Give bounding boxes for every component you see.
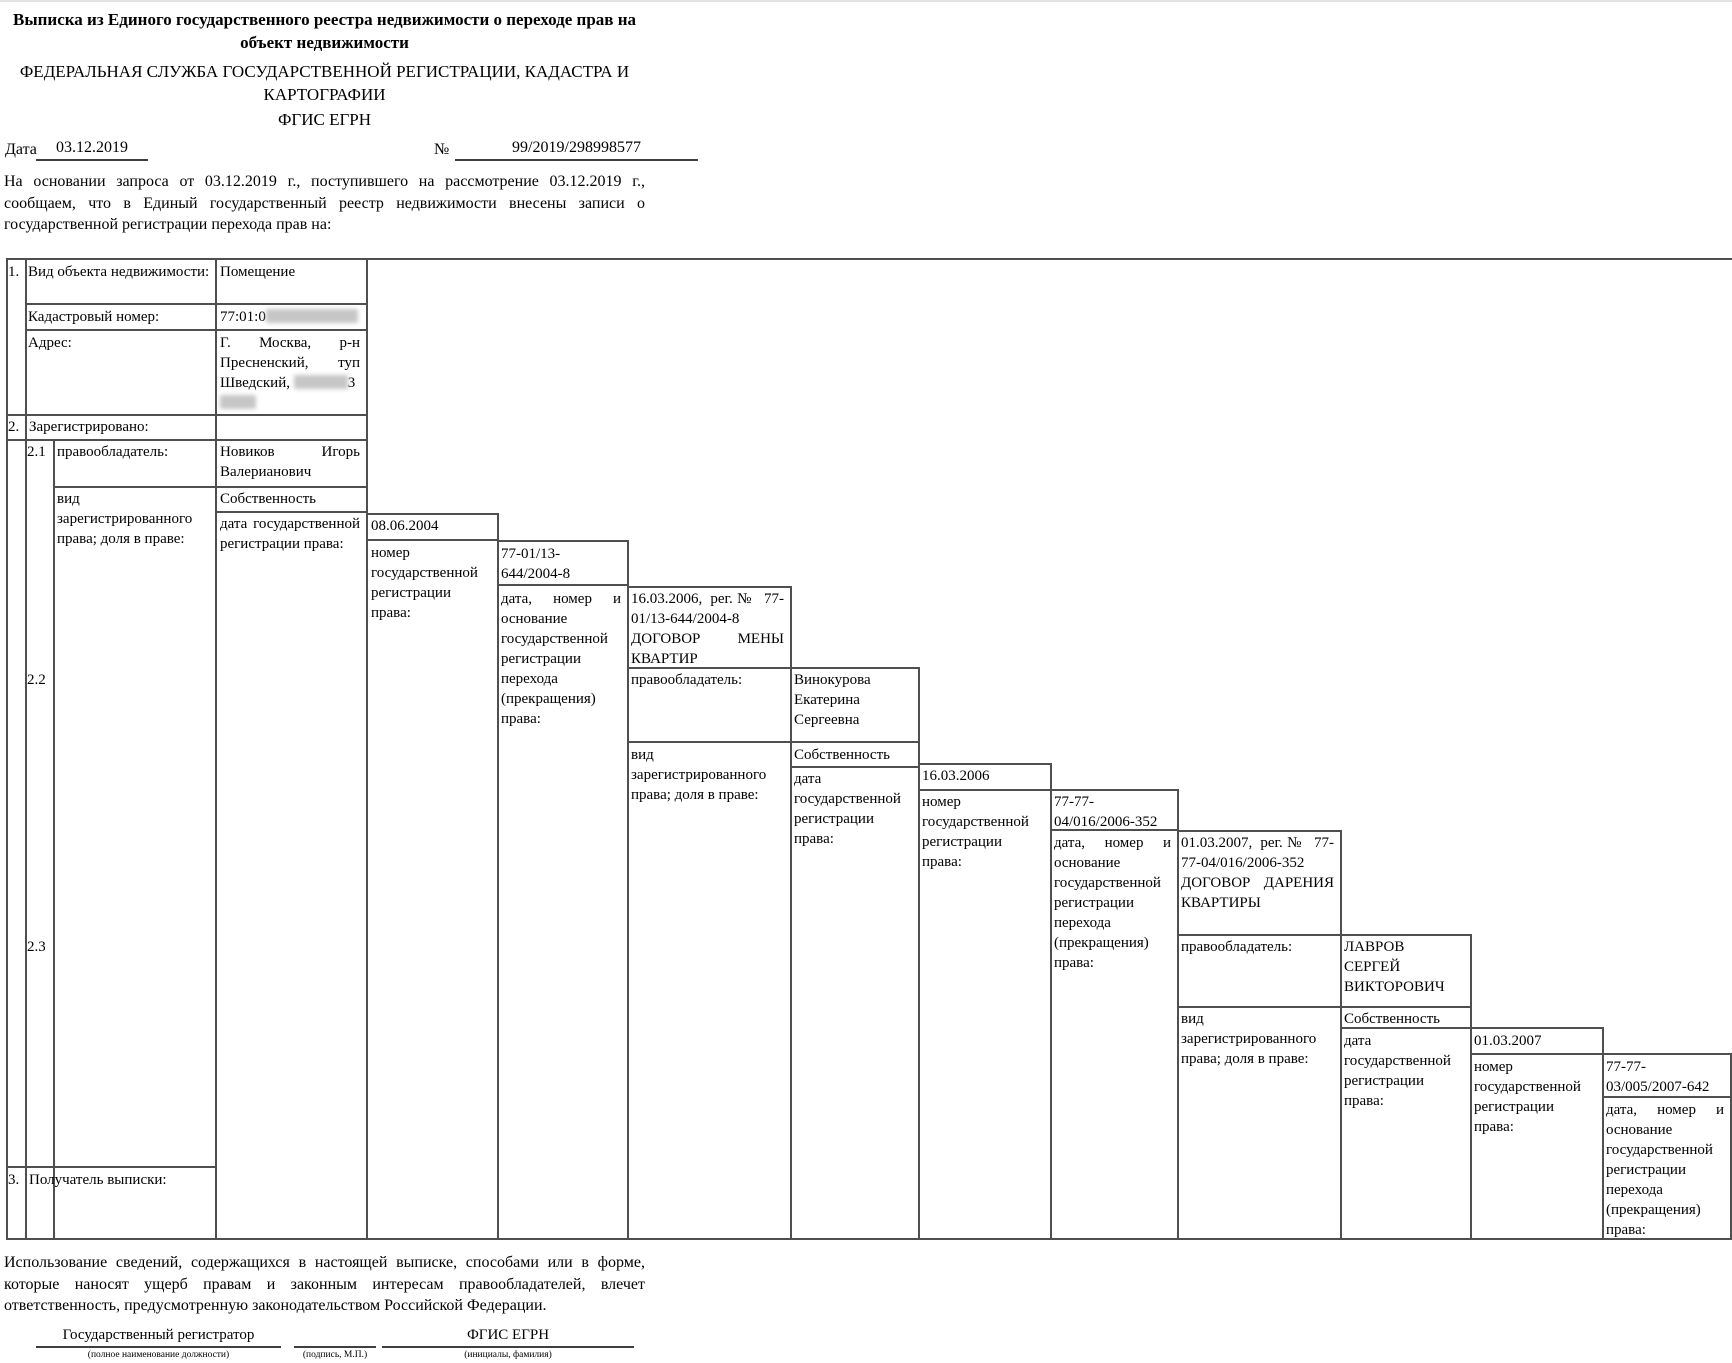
object-type-value: Помещение <box>220 264 296 280</box>
reg-number-value-21: 77-01/13-644/2004-8 <box>501 546 571 582</box>
reg-date-value-21: 08.06.2004 <box>371 518 439 534</box>
intro-paragraph: На основании запроса от 03.12.2019 г., поступившего на рассмотрение 03.12.2019 г., сообщаем, что в Единый государственный реестр недвижимости внесены записи о государственной регистрации перехода прав на: <box>4 173 645 233</box>
name-caption: (инициалы, фамилия) <box>464 1350 552 1360</box>
position-caption: (полное наименование должности) <box>87 1350 230 1360</box>
redacted-blur <box>294 375 348 389</box>
reg-date-label-21: дата государственной регистрации права: <box>220 516 360 552</box>
table-border <box>627 741 920 743</box>
registrar-position-line: Государственный регистратор <box>36 1326 281 1348</box>
reg-number-label-21: номер государственной регистрации права: <box>371 545 478 621</box>
table-border <box>918 789 1179 791</box>
holder-value-21: Новиков Игорь Валерианович <box>220 444 360 480</box>
table-border <box>918 667 920 1240</box>
transfer-label-22: дата, номер и основание государственной регистрации перехода (прекращения) права: <box>1054 835 1171 971</box>
table-border <box>6 1238 1732 1240</box>
signature-line <box>294 1326 376 1348</box>
table-border <box>1340 830 1342 1240</box>
holder-value-23: ЛАВРОВ СЕРГЕЙ ВИКТОРОВИЧ <box>1344 939 1445 995</box>
table-border <box>25 258 27 1240</box>
holder-label-21: правообладатель: <box>57 444 169 460</box>
table-border <box>25 329 368 331</box>
reg-number-label-22: номер государственной регистрации права: <box>922 794 1029 870</box>
address-value <box>220 333 360 413</box>
registrar-signature-block <box>36 1326 281 1361</box>
table-border <box>497 584 629 586</box>
row-number-1: 1. <box>8 264 20 280</box>
address-label: Адрес: <box>28 335 72 351</box>
table-border <box>1050 763 1052 1240</box>
transfer-label-21: дата, номер и основание государственной регистрации перехода (прекращения) права: <box>501 591 621 727</box>
date-value-field: 03.12.2019 <box>36 138 148 161</box>
transfer-value-21: 16.03.2006, рег.№ 77-01/13-644/2004-8 ДОГОВОР МЕНЫ КВАРТИР <box>631 591 784 667</box>
right-type-label-22: вид зарегистрированного права; доля в праве: <box>631 747 767 803</box>
table-border <box>1470 934 1472 1240</box>
table-border <box>1177 830 1342 832</box>
reg-date-label-22: дата государственной регистрации права: <box>794 771 901 847</box>
recipient-label: Получатель выписки: <box>29 1172 167 1188</box>
document-title: Выписка из Единого государственного реестра недвижимости о переходе прав на объект недвижимости <box>13 10 636 52</box>
reg-number-value-22: 77-77-04/016/2006-352 <box>1054 794 1158 830</box>
table-border <box>366 539 499 541</box>
table-border <box>790 766 920 768</box>
transfer-value-22: 01.03.2007, рег.№ 77-77-04/016/2006-352 ДОГОВОР ДАРЕНИЯ КВАРТИРЫ <box>1181 835 1334 911</box>
table-border <box>918 763 1052 765</box>
registered-section-label: Зарегистрировано: <box>29 419 149 435</box>
table-border <box>627 540 629 1240</box>
table-border <box>25 303 368 305</box>
table-border <box>6 1166 217 1168</box>
table-border <box>366 513 499 515</box>
page-top-divider <box>0 0 1732 2</box>
name-signature-block <box>382 1326 634 1361</box>
redacted-blur <box>220 395 256 409</box>
table-border <box>627 586 792 588</box>
table-border <box>1177 1006 1472 1008</box>
table-border <box>1177 934 1472 936</box>
entry-22-number: 2.2 <box>27 672 46 688</box>
warning-paragraph: Использование сведений, содержащихся в настоящей выписке, способами или в форме, которые наносят ущерб правам и законным интересам правообладателей, влечет ответственность, предусмотренную законодательством Российской Федерации. <box>4 1254 645 1314</box>
right-type-value-21: Собственность <box>220 491 316 507</box>
object-type-label: Вид объекта недвижимости: <box>28 264 210 280</box>
stamp-signature-block <box>294 1326 376 1361</box>
cadastral-label: Кадастровый номер: <box>28 309 160 325</box>
table-border <box>1177 789 1179 1240</box>
right-type-value-22: Собственность <box>794 747 890 763</box>
table-border <box>790 586 792 1240</box>
table-border <box>6 414 368 416</box>
table-border <box>6 258 8 1240</box>
right-type-value-23: Собственность <box>1344 1011 1440 1027</box>
reg-date-label-23: дата государственной регистрации права: <box>1344 1033 1451 1109</box>
agency-name: ФЕДЕРАЛЬНАЯ СЛУЖБА ГОСУДАРСТВЕННОЙ РЕГИСТРАЦИИ, КАДАСТРА И КАРТОГРАФИИ <box>19 62 630 104</box>
table-border <box>366 258 368 1240</box>
reg-number-label-23: номер государственной регистрации права: <box>1474 1059 1581 1135</box>
holder-label-22: правообладатель: <box>631 672 743 688</box>
number-value-field: 99/2019/298998577 <box>455 138 698 161</box>
table-border <box>6 258 1732 260</box>
redacted-blur <box>266 309 358 323</box>
table-border <box>215 511 368 513</box>
row-number-2: 2. <box>8 419 20 435</box>
holder-value-22: Винокурова Екатерина Сергеевна <box>794 672 871 728</box>
date-label: Дата <box>5 141 37 158</box>
entry-23-number: 2.3 <box>27 939 46 955</box>
entry-21-number: 2.1 <box>27 444 46 460</box>
sign-caption: (подпись, М.П.) <box>302 1350 368 1360</box>
system-name: ФГИС ЕГРН <box>277 110 372 129</box>
right-type-label-21: вид зарегистрированного права; доля в праве: <box>57 491 193 547</box>
table-border <box>53 439 55 1240</box>
holder-label-23: правообладатель: <box>1181 939 1293 955</box>
address-value-visible: Г. Москва, р-н Пресненский, туп Шведский, <box>220 335 360 391</box>
table-border <box>6 439 368 441</box>
table-border <box>1470 1053 1732 1055</box>
right-type-label-23: вид зарегистрированного права; доля в праве: <box>1181 1011 1317 1067</box>
table-border <box>215 258 217 1240</box>
transfer-label-23: дата, номер и основание государственной регистрации перехода (прекращения) права: <box>1606 1102 1724 1238</box>
reg-date-value-22: 16.03.2006 <box>922 768 990 784</box>
number-label: № <box>434 141 450 158</box>
table-border <box>53 486 368 488</box>
address-value-tail: 3 <box>347 375 356 391</box>
fgis-name-line: ФГИС ЕГРН <box>382 1326 634 1348</box>
table-border <box>1602 1027 1604 1240</box>
row-number-3: 3. <box>8 1172 20 1188</box>
cadastral-value-visible: 77:01:0 <box>220 309 266 325</box>
table-border <box>497 540 629 542</box>
table-border <box>497 513 499 1240</box>
reg-number-value-23: 77-77-03/005/2007-642 <box>1606 1059 1710 1095</box>
cadastral-value <box>220 307 364 327</box>
reg-date-value-23: 01.03.2007 <box>1474 1033 1542 1049</box>
